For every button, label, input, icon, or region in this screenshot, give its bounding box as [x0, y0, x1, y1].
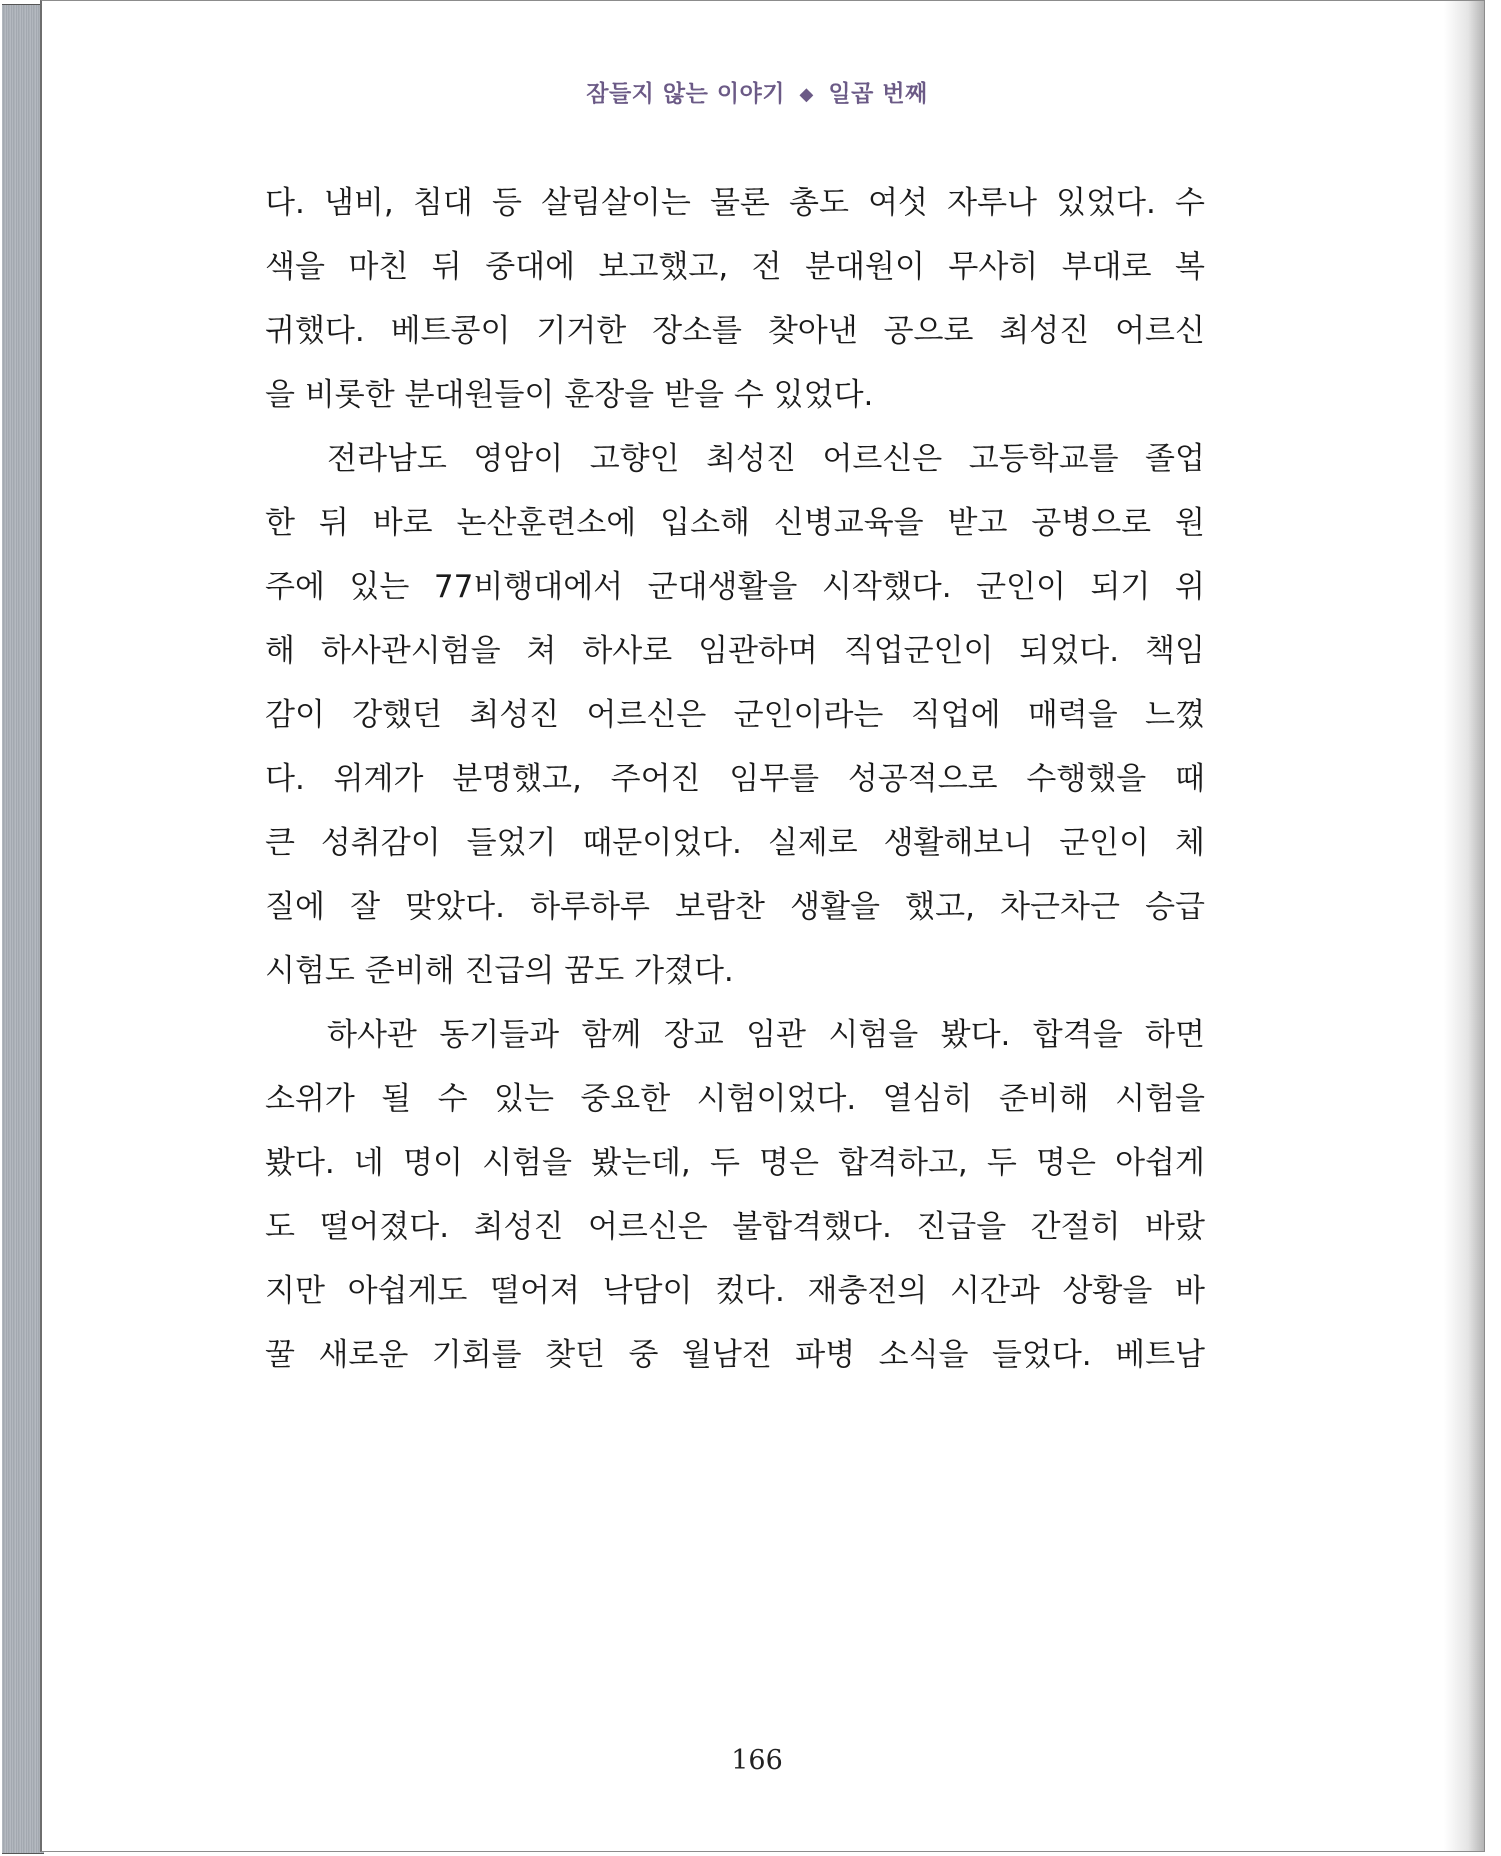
- page-curl-shadow: [1444, 1, 1484, 1851]
- word: 두: [986, 1145, 1017, 1181]
- word: 수: [437, 1081, 468, 1117]
- word: 주에: [265, 569, 325, 605]
- word: 신병교육을: [773, 505, 924, 541]
- word: 질에: [265, 889, 325, 925]
- word: 합격을: [1032, 1017, 1123, 1053]
- word: 합격하고,: [838, 1145, 968, 1181]
- word: 시간과: [949, 1273, 1040, 1309]
- word: 등: [491, 185, 522, 221]
- word: 재충전의: [807, 1273, 928, 1309]
- word: 수: [1174, 185, 1205, 221]
- word: 수: [733, 377, 764, 413]
- word: 준비해: [998, 1081, 1089, 1117]
- word: 뒤: [318, 505, 349, 541]
- word: 총도: [789, 185, 849, 221]
- word: 시작했다.: [821, 569, 952, 605]
- word: 소위가: [265, 1081, 355, 1117]
- word: 있었다.: [773, 377, 874, 413]
- word: 기거한: [536, 313, 627, 349]
- word: 있는: [494, 1081, 554, 1117]
- word: 하사관: [327, 1017, 417, 1053]
- word: 임관: [746, 1017, 806, 1053]
- body-line: [265, 1138, 1205, 1202]
- word: 논산훈련소에: [456, 505, 637, 541]
- body-text: [265, 178, 1205, 1394]
- word: 꿈도: [564, 953, 625, 989]
- body-line: [265, 690, 1205, 754]
- body-line: [265, 754, 1205, 818]
- body-line: [265, 370, 1205, 434]
- word: 어르신: [1115, 313, 1205, 349]
- word: 어르신은: [587, 1209, 708, 1245]
- word: 직업군인이: [843, 633, 994, 669]
- word: 베트남: [1115, 1337, 1205, 1373]
- word: 공으로: [883, 313, 974, 349]
- word: 두: [709, 1145, 740, 1181]
- word: 수행했을: [1026, 761, 1147, 797]
- word: 임무를: [729, 761, 820, 797]
- word: 분명했고,: [452, 761, 582, 797]
- word: 도: [265, 1209, 295, 1245]
- body-line: [265, 178, 1205, 242]
- diamond-separator-icon: ◆: [799, 84, 814, 105]
- body-line: [265, 1330, 1205, 1394]
- word: 새로운: [318, 1337, 409, 1373]
- word: 냄비,: [323, 185, 394, 221]
- running-header: [42, 75, 1472, 108]
- word: 진급을: [916, 1209, 1007, 1245]
- word: 최성진: [999, 313, 1090, 349]
- word: 시험도: [265, 953, 355, 989]
- word: 명은: [759, 1145, 819, 1181]
- body-line: [265, 1266, 1205, 1330]
- word: 살림살이는: [541, 185, 691, 221]
- word: 쳐: [526, 633, 557, 669]
- word: 최성진: [473, 1209, 564, 1245]
- word: 큰: [265, 825, 295, 861]
- word: 받고: [947, 505, 1008, 541]
- word: 어르신은: [586, 697, 707, 733]
- word: 때: [1174, 761, 1205, 797]
- word: 찾던: [545, 1337, 605, 1373]
- word: 물론: [709, 185, 770, 221]
- word: 명은: [1036, 1145, 1096, 1181]
- word: 위: [1174, 569, 1205, 605]
- word: 아쉽게: [1115, 1145, 1205, 1181]
- word: 차근차근: [1000, 889, 1120, 925]
- word: 공병으로: [1031, 505, 1152, 541]
- word: 성공적으로: [847, 761, 998, 797]
- word: 시험을: [1115, 1081, 1205, 1117]
- body-line: [265, 1074, 1205, 1138]
- word: 입소해: [660, 505, 750, 541]
- word: 바랐: [1145, 1209, 1205, 1245]
- word: 뒤: [431, 249, 462, 285]
- word: 월남전: [681, 1337, 772, 1373]
- word: 컸다.: [715, 1273, 785, 1309]
- word: 책임: [1145, 633, 1205, 669]
- word: 시험이었다.: [696, 1081, 857, 1117]
- word: 영암이: [473, 441, 564, 477]
- word: 장교: [663, 1017, 724, 1053]
- word: 한: [265, 505, 295, 541]
- word: 열심히: [882, 1081, 973, 1117]
- word: 떨어져: [490, 1273, 580, 1309]
- word: 성취감이: [320, 825, 441, 861]
- body-line: [265, 242, 1205, 306]
- word: 지만: [265, 1273, 325, 1309]
- word: 꿀: [265, 1337, 295, 1373]
- page-number: 166: [731, 1745, 783, 1776]
- word: 하사관시험을: [320, 633, 501, 669]
- word: 무사히: [948, 249, 1039, 285]
- word: 장소를: [652, 313, 742, 349]
- body-line: [265, 626, 1205, 690]
- word: 불합격했다.: [732, 1209, 892, 1245]
- word: 복: [1175, 249, 1205, 285]
- word: 잘: [350, 889, 381, 925]
- word: 보고했고,: [598, 249, 729, 285]
- body-line: [265, 946, 1205, 1010]
- word: 임관하며: [698, 633, 818, 669]
- page-stack-edge: [2, 4, 44, 1854]
- word: 있는: [349, 569, 410, 605]
- word: 베트콩이: [390, 313, 511, 349]
- word: 최성진: [469, 697, 560, 733]
- word: 생활해보니: [883, 825, 1034, 861]
- word: 고등학교를: [968, 441, 1119, 477]
- word: 떨어졌다.: [319, 1209, 450, 1245]
- word: 부대로: [1061, 249, 1152, 285]
- word: 들었다.: [991, 1337, 1092, 1373]
- word: 가졌다.: [634, 953, 734, 989]
- word: 때문이었다.: [582, 825, 742, 861]
- word: 훈장을: [564, 377, 655, 413]
- word: 색을: [265, 249, 325, 285]
- word: 원: [1175, 505, 1205, 541]
- word: 네: [353, 1145, 384, 1181]
- word: 시험을: [828, 1017, 919, 1053]
- header-book-title: 잠들지 않는 이야기: [586, 80, 785, 107]
- word: 을: [265, 377, 295, 413]
- word: 진급의: [464, 953, 555, 989]
- word: 되기: [1090, 569, 1151, 605]
- word: 분대원이: [805, 249, 925, 285]
- word: 소식을: [878, 1337, 969, 1373]
- word: 매력을: [1027, 697, 1118, 733]
- word: 전: [751, 249, 782, 285]
- word: 보람찬: [675, 889, 765, 925]
- word: 감이: [265, 697, 325, 733]
- word: 졸업: [1145, 441, 1205, 477]
- word: 하루하루: [530, 889, 650, 925]
- header-volume: 일곱 번째: [828, 80, 928, 107]
- book-page: [40, 0, 1485, 1852]
- word: 주어진: [610, 761, 701, 797]
- word: 생활을: [790, 889, 880, 925]
- word: 봤다.: [265, 1145, 335, 1181]
- word: 시험을: [482, 1145, 572, 1181]
- word: 봤는데,: [591, 1145, 691, 1181]
- word: 될: [381, 1081, 412, 1117]
- word: 중: [628, 1337, 659, 1373]
- word: 고향인: [589, 441, 680, 477]
- word: 간절히: [1030, 1209, 1121, 1245]
- word: 전라남도: [327, 441, 447, 477]
- word: 바로: [372, 505, 433, 541]
- word: 되었다.: [1019, 633, 1120, 669]
- word: 찾아낸: [767, 313, 858, 349]
- word: 77비행대에서: [433, 569, 624, 605]
- word: 침대: [412, 185, 473, 221]
- word: 최성진: [706, 441, 796, 477]
- body-line: [265, 1010, 1205, 1074]
- word: 자루나: [947, 185, 1037, 221]
- word: 했고,: [905, 889, 975, 925]
- word: 군인이라는: [733, 697, 884, 733]
- body-line: [265, 306, 1205, 370]
- body-line: [265, 562, 1205, 626]
- word: 다.: [265, 185, 305, 221]
- word: 있었다.: [1056, 185, 1156, 221]
- word: 위계가: [333, 761, 424, 797]
- body-line: [265, 818, 1205, 882]
- word: 파병: [795, 1337, 856, 1373]
- word: 해: [265, 633, 295, 669]
- word: 상황을: [1062, 1273, 1153, 1309]
- word: 비롯한: [304, 377, 395, 413]
- word: 군인이: [1059, 825, 1150, 861]
- word: 여섯: [868, 185, 928, 221]
- word: 직업에: [910, 697, 1001, 733]
- word: 아쉽게도: [347, 1273, 468, 1309]
- word: 강했던: [352, 697, 443, 733]
- word: 귀했다.: [265, 313, 365, 349]
- word: 봤다.: [940, 1017, 1011, 1053]
- word: 준비해: [364, 953, 455, 989]
- word: 하사로: [582, 633, 673, 669]
- word: 군인이: [976, 569, 1066, 605]
- word: 분대원들이: [404, 377, 555, 413]
- word: 마친: [348, 249, 409, 285]
- word: 군대생활을: [647, 569, 798, 605]
- word: 중대에: [485, 249, 576, 285]
- word: 명이: [403, 1145, 463, 1181]
- word: 느꼈: [1145, 697, 1205, 733]
- body-line: [265, 498, 1205, 562]
- word: 중요한: [580, 1081, 671, 1117]
- word: 바: [1175, 1273, 1205, 1309]
- word: 기회를: [431, 1337, 522, 1373]
- word: 어르신은: [822, 441, 943, 477]
- word: 맞았다.: [405, 889, 505, 925]
- word: 다.: [265, 761, 305, 797]
- word: 체: [1174, 825, 1205, 861]
- word: 실제로: [767, 825, 858, 861]
- word: 승급: [1145, 889, 1205, 925]
- word: 들었기: [466, 825, 557, 861]
- body-line: [265, 1202, 1205, 1266]
- body-line: [265, 882, 1205, 946]
- word: 함께: [581, 1017, 642, 1053]
- word: 받을: [664, 377, 724, 413]
- word: 하면: [1145, 1017, 1205, 1053]
- word: 낙담이: [602, 1273, 693, 1309]
- body-line: [265, 434, 1205, 498]
- word: 동기들과: [439, 1017, 560, 1053]
